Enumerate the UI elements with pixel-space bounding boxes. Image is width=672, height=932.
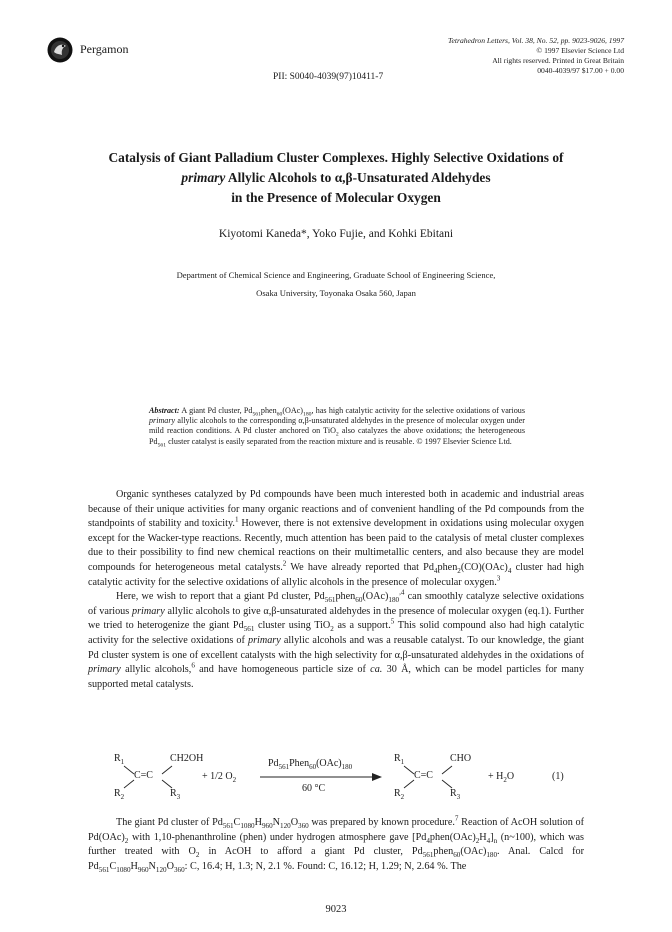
substituent-r3: $R_3$ bbox=[170, 788, 181, 801]
pergamon-logo-icon bbox=[47, 37, 73, 63]
paragraph-1: Organic syntheses catalyzed by Pd compounds have been much interested both in academic and industrial areas because of their unique activities for many organic reactions and of convenient handling of the Pd compounds from the standpoints of stability and toxicity.$^1$ However, there is not extensive development in oxidations using molecular oxygen except for the Wacker-type reactions. Recently, much attention has been paid to the catalysis of metal cluster complexes due to their possibility to find new chemical reactions on their multimetallic centers, and also because they are model compounds for heterogeneous metal catalysts.$^2$ We have already reported that $Pd_4phen_2(CO)(OAc)_4$ cluster had high catalytic activity for the selective oxidations of allylic alcohols in the presence of molecular oxygen.$^3$ bbox=[88, 489, 584, 588]
substituent-r1: $R_1$ bbox=[114, 753, 125, 766]
double-bond-cc: C=C bbox=[134, 770, 153, 781]
title-line-3: in the Presence of Molecular Oxygen bbox=[231, 190, 441, 205]
product-r1: $R_1$ bbox=[394, 753, 405, 766]
body-text bbox=[88, 488, 584, 692]
cho-group: CHO bbox=[450, 753, 472, 764]
paragraph-2: Here, we wish to report that a giant Pd cluster, $Pd_{561}phen_{60}(OAc)_{180}^{,4}$ can smoothly catalyze selective oxidations of various primary allylic alcohols to give α,β-unsaturated aldehydes in the presence of molecular oxygen (eq.1). Further we tried to heterogenize the giant $Pd_{561}$ cluster using TiO$_2$ as a support.$^5$ This solid compound also had high catalytic activity for the selective oxidations of primary allylic alcohols and was a reusable catalyst. To our knowledge, the giant Pd cluster system is one of excellent catalysts with the high selectivity for α,β-unsaturated aldehydes in the oxidations of primary allylic alcohols,$^6$ and have homogeneous particle size of ca. 30 Å, which can be model particles for many supported metal catalysts. bbox=[88, 588, 585, 690]
water-product: + $H_2O$ bbox=[488, 771, 515, 784]
product-double-bond: C=C bbox=[414, 770, 433, 781]
substituent-r2: $R_2$ bbox=[114, 788, 125, 801]
paragraph-3: The giant Pd cluster of $Pd_{561}C_{1080}H_{960}N_{120}O_{360}$ was prepared by known procedure.$^7$ Reaction of AcOH solution of $Pd(OAc)_2$ with 1,10-phenanthroline (phen) under hydrogen atmosphere gave $[Pd_4phen(OAc)_2H_4]_n$ (n~100), which was further treated with $O_2$ in AcOH to afford a giant Pd cluster, $Pd_{561}phen_{60}(OAc)_{180}$. Anal. Calcd for $Pd_{561}C_{1080}H_{960}N_{120}O_{360}$: C, 16.4; H, 1.3; N, 2.1 %. Found: C, 16.12; H, 1.29; N, 2.64 %. The bbox=[88, 814, 584, 874]
product-r3: $R_3$ bbox=[450, 788, 461, 801]
abstract: Abstract: A giant Pd cluster, $Pd_{561}phen_{60}(OAc)_{180}$, has high catalytic activity for the selective oxidations of various primary allylic alcohols to the corresponding α,β-unsaturated aldehydes in the presence of molecular oxygen under mild reaction conditions. A Pd cluster anchored on TiO$_2$ also catalyzes the above oxidations; the heterogeneous $Pd_{561}$ cluster catalyst is easily separated from the reaction mixture and is reusable. © 1997 Elsevier Science Ltd. bbox=[149, 406, 525, 449]
oxygen-reagent: + 1/2 $O_2$ bbox=[202, 771, 237, 784]
reaction-equation bbox=[110, 752, 590, 802]
rights-line: All rights reserved. Printed in Great Britain bbox=[492, 56, 624, 65]
reaction-temperature: 60 °C bbox=[302, 783, 326, 794]
copyright-line: © 1997 Elsevier Science Ltd bbox=[536, 46, 624, 55]
affiliation: Department of Chemical Science and Engineering, Graduate School of Engineering Science, Osaka University, Toyonaka Osaka 560, Japan bbox=[176, 270, 496, 298]
page-number: 9023 bbox=[325, 904, 347, 915]
article-title bbox=[60, 148, 612, 208]
publisher-name: Pergamon bbox=[80, 42, 129, 56]
title-line-2: primary Allylic Alcohols to α,β-Unsaturated Aldehydes bbox=[181, 170, 491, 185]
body-text-continued bbox=[88, 816, 584, 874]
issn-price-line: 0040-4039/97 $17.00 + 0.00 bbox=[537, 66, 624, 75]
pii-identifier: PII: S0040-4039(97)10411-7 bbox=[273, 72, 384, 82]
journal-info bbox=[448, 36, 624, 76]
author-list: Kiyotomi Kaneda*, Yoko Fujie, and Kohki Ebitani bbox=[218, 228, 454, 240]
catalyst-label: $Pd_{561}Phen_{60}(OAc)_{180}$ bbox=[268, 758, 353, 771]
equation-number: (1) bbox=[552, 771, 564, 782]
journal-citation: Tetrahedron Letters, Vol. 38, No. 52, pp. 9023-9026, 1997 bbox=[448, 36, 624, 45]
title-line-1: Catalysis of Giant Palladium Cluster Complexes. Highly Selective Oxidations of bbox=[108, 150, 564, 165]
product-r2: $R_2$ bbox=[394, 788, 405, 801]
ch2oh-group: CH2OH bbox=[170, 753, 204, 764]
